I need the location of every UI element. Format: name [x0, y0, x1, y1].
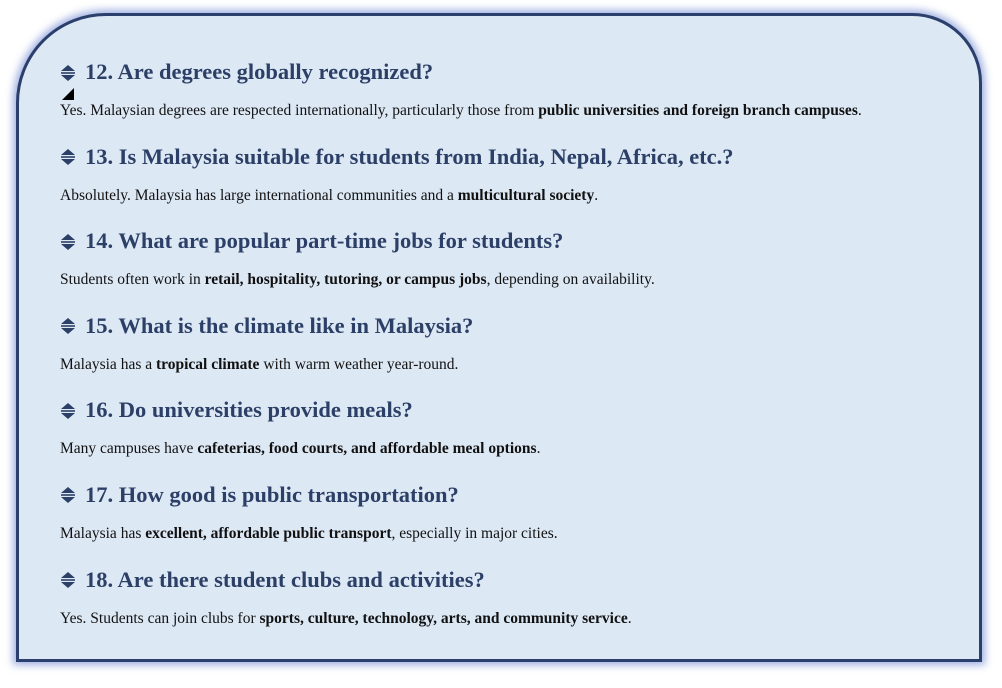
faq-question-text: 14. What are popular part-time jobs for students?: [85, 228, 564, 254]
faq-question: [60, 481, 960, 509]
faq-item: [60, 396, 960, 481]
faq-answer-highlight: excellent, affordable public transport: [145, 524, 392, 542]
faq-item: [60, 227, 960, 312]
faq-answer: [60, 356, 458, 374]
faq-question-text: 15. What is the climate like in Malaysia?: [85, 312, 474, 338]
faq-list: [60, 58, 960, 650]
faq-question-text: 12. Are degrees globally recognized?: [85, 59, 434, 84]
faq-answer-text: .: [594, 186, 599, 204]
faq-question-text: 13. Is Malaysia suitable for students from India, Nepal, Africa, etc.?: [85, 143, 734, 169]
diamond-bullet-icon: [60, 487, 76, 503]
faq-question: [60, 566, 960, 594]
faq-answer-text: Absolutely. Malaysia has large international communities and a: [60, 186, 458, 204]
faq-item: [60, 143, 960, 228]
faq-answer-text: Malaysia has a: [60, 355, 156, 373]
faq-answer-text: Yes. Malaysian degrees are respected internationally, particularly those from: [60, 102, 539, 119]
faq-answer-highlight: tropical climate: [155, 355, 260, 373]
faq-item: [60, 312, 960, 397]
faq-answer: [60, 187, 598, 205]
faq-answer-highlight: public universities and foreign branch campuses: [538, 102, 858, 119]
faq-question: [60, 58, 960, 86]
faq-item: [60, 566, 960, 651]
faq-answer-text: , especially in major cities.: [391, 524, 558, 542]
faq-answer-text: , depending on availability.: [486, 271, 655, 289]
faq-answer-highlight: cafeterias, food courts, and affordable meal options: [197, 440, 537, 458]
faq-answer-text: Yes. Students can join clubs for: [60, 609, 260, 627]
faq-question-text: 17. How good is public transportation?: [85, 481, 459, 507]
faq-question: [60, 396, 960, 424]
faq-answer-text: Malaysia has: [60, 524, 146, 542]
diamond-bullet-icon: [60, 149, 76, 165]
faq-item: [60, 481, 960, 566]
diamond-bullet-icon: [60, 234, 76, 250]
faq-answer-text: .: [536, 440, 541, 458]
faq-answer: [60, 525, 558, 543]
diamond-bullet-icon: [60, 318, 76, 334]
faq-answer-text: .: [627, 609, 632, 627]
diamond-bullet-icon: [60, 65, 76, 81]
faq-answer-text: .: [857, 102, 862, 119]
faq-answer-text: with warm weather year-round.: [259, 355, 459, 373]
faq-answer: [60, 271, 655, 289]
faq-question-text: 18. Are there student clubs and activities?: [85, 566, 485, 592]
faq-answer-highlight: retail, hospitality, tutoring, or campus jobs: [204, 271, 487, 289]
diamond-bullet-icon: [60, 572, 76, 588]
faq-answer: [60, 102, 862, 120]
faq-answer: [60, 610, 632, 628]
faq-question: [60, 143, 960, 171]
faq-question: [60, 227, 960, 255]
diamond-bullet-icon: [60, 403, 76, 419]
faq-question: [60, 312, 960, 340]
faq-answer-highlight: multicultural society: [457, 186, 595, 204]
faq-answer-text: Students often work in: [60, 271, 205, 289]
faq-answer-highlight: sports, culture, technology, arts, and community service: [259, 609, 628, 627]
faq-item: [60, 58, 960, 143]
faq-answer: [60, 440, 540, 458]
faq-answer-text: Many campuses have: [60, 440, 198, 458]
faq-question-text: 16. Do universities provide meals?: [85, 397, 413, 423]
